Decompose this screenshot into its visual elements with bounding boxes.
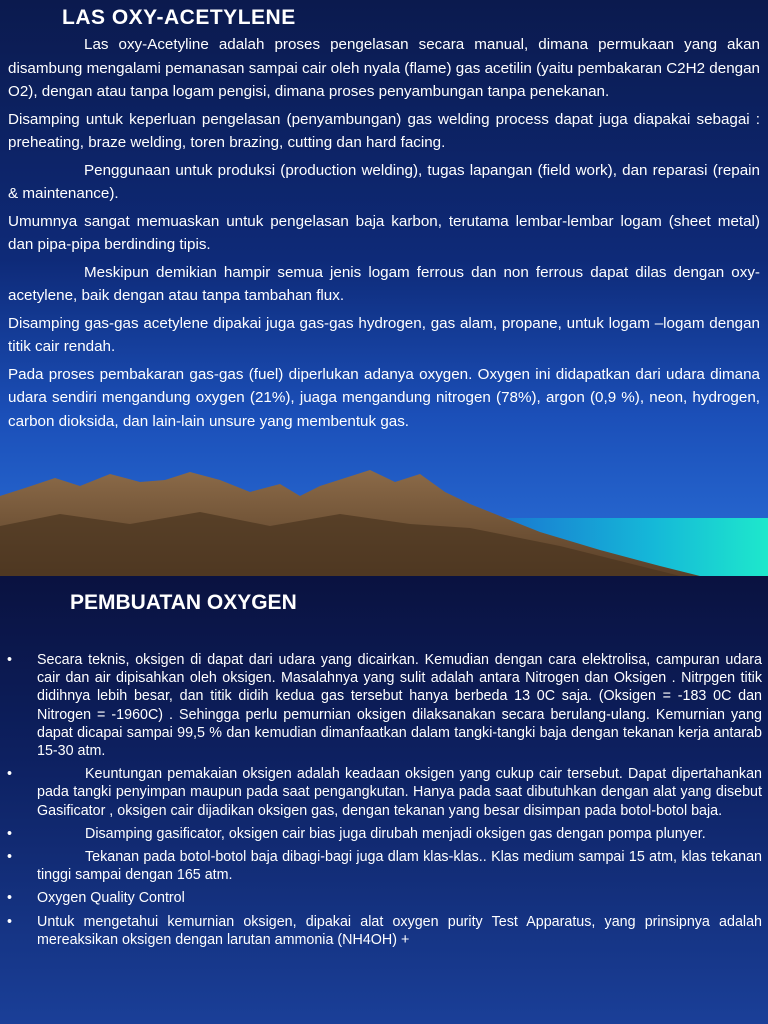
paragraph: Las oxy-Acetyline adalah proses pengelasan secara manual, dimana permukaan yang akan disambung mengalami pemanasan sampai cair oleh nyala (flame) gas acetilin (yaitu pembakaran C2H2 dengan O2), dengan atau tanpa logam pengisi, dimana proses penyambungan tanpa penekanan. <box>8 36 760 100</box>
list-item <box>6 651 762 760</box>
paragraph: Disamping untuk keperluan pengelasan (penyambungan) gas welding process dapat juga diapakai sebagai : preheating, braze welding, toren brazing, cutting dan hard facing. <box>8 110 760 151</box>
bullet-icon: • <box>7 766 13 783</box>
list-item-text: Disamping gasificator, oksigen cair bias juga dirubah menjadi oksigen gas dengan pompa plunyer. <box>85 825 706 842</box>
bullet-list <box>6 651 762 954</box>
list-item <box>6 765 762 820</box>
list-item <box>6 889 762 907</box>
list-item-text: Keuntungan pemakaian oksigen adalah keadaan oksigen yang cukup cair tersebut. Dapat dipertahankan pada tangki penyimpan maupun pada saat pengangkutan. Hanya pada saat dibutuhkan dengan alat yang disebut Gasificator , oksigen cair dijadikan oksigen gas, dengan tekanan yang besar disimpan pada botol-botol baja. <box>37 766 762 819</box>
slide-title: LAS OXY-ACETYLENE <box>62 6 296 29</box>
slide-title: PEMBUATAN OXYGEN <box>70 591 297 614</box>
list-item-text: Oxygen Quality Control <box>37 890 185 907</box>
slide-body <box>8 33 760 437</box>
list-item <box>6 913 762 949</box>
paragraph: Pada proses pembakaran gas-gas (fuel) diperlukan adanya oxygen. Oxygen ini didapatkan dari udara dimana udara sendiri mengandung oxygen (21%), juaga mengandung nitrogen (78%), argon (0,9 %), neon, hydrogen, carbon dioksida, dan lain-lain unsure yang membentuk gas. <box>8 365 760 430</box>
mountain-landscape-illustration <box>0 466 768 576</box>
list-item <box>6 848 762 884</box>
list-item-text: Untuk mengetahui kemurnian oksigen, dipakai alat oxygen purity Test Apparatus, yang prinsipnya adalah mereaksikan oksigen dengan larutan ammonia (NH4OH) + <box>37 913 762 948</box>
bullet-icon: • <box>7 849 13 866</box>
list-item-text: Secara teknis, oksigen di dapat dari udara yang dicairkan. Kemudian dengan cara elektrolisa, campuran udara cair dan air dipisahkan oleh oksigen. Masalahnya yang sulit adalah antara Nitrogen dan Oksigen . Nitrpgen titik didihnya lebih besar, dan titik didih kedua gas tersebut hanya berbeda 13 0C saja. (Oksigen = -183 0C dan Nitrogen = -1960C) . Sehingga perlu pemurnian oksigen dilaksanakan secara berulang-ulang. Kemurnian yang dapat dicapai sampai 99,5 % dan kemudian dimanfaatkan dalam tangki-tangki baja dengan tekanan kerja antarab 15-30 atm. <box>37 652 762 760</box>
bullet-icon: • <box>7 913 13 930</box>
bullet-icon: • <box>7 652 13 668</box>
bullet-icon: • <box>7 825 13 842</box>
paragraph: Umumnya sangat memuaskan untuk pengelasan baja karbon, terutama lembar-lembar logam (sheet metal) dan pipa-pipa berdinding tipis. <box>8 212 760 253</box>
paragraph: Meskipun demikian hampir semua jenis logam ferrous dan non ferrous dapat dilas dengan oxy-acetylene, baik dengan atau tanpa tambahan flux. <box>8 263 760 304</box>
list-item <box>6 825 762 843</box>
paragraph: Penggunaan untuk produksi (production welding), tugas lapangan (field work), dan reparasi (repain & maintenance). <box>8 161 760 202</box>
bullet-icon: • <box>7 890 13 907</box>
slide-pembuatan-oxygen <box>0 576 768 1024</box>
list-item-text: Tekanan pada botol-botol baja dibagi-bagi juga dlam klas-klas.. Klas medium sampai 15 atm, klas tekanan tinggi sampai dengan 165 atm. <box>37 849 762 884</box>
paragraph: Disamping gas-gas acetylene dipakai juga gas-gas hydrogen, gas alam, propane, untuk logam –logam dengan titik cair rendah. <box>8 314 760 355</box>
